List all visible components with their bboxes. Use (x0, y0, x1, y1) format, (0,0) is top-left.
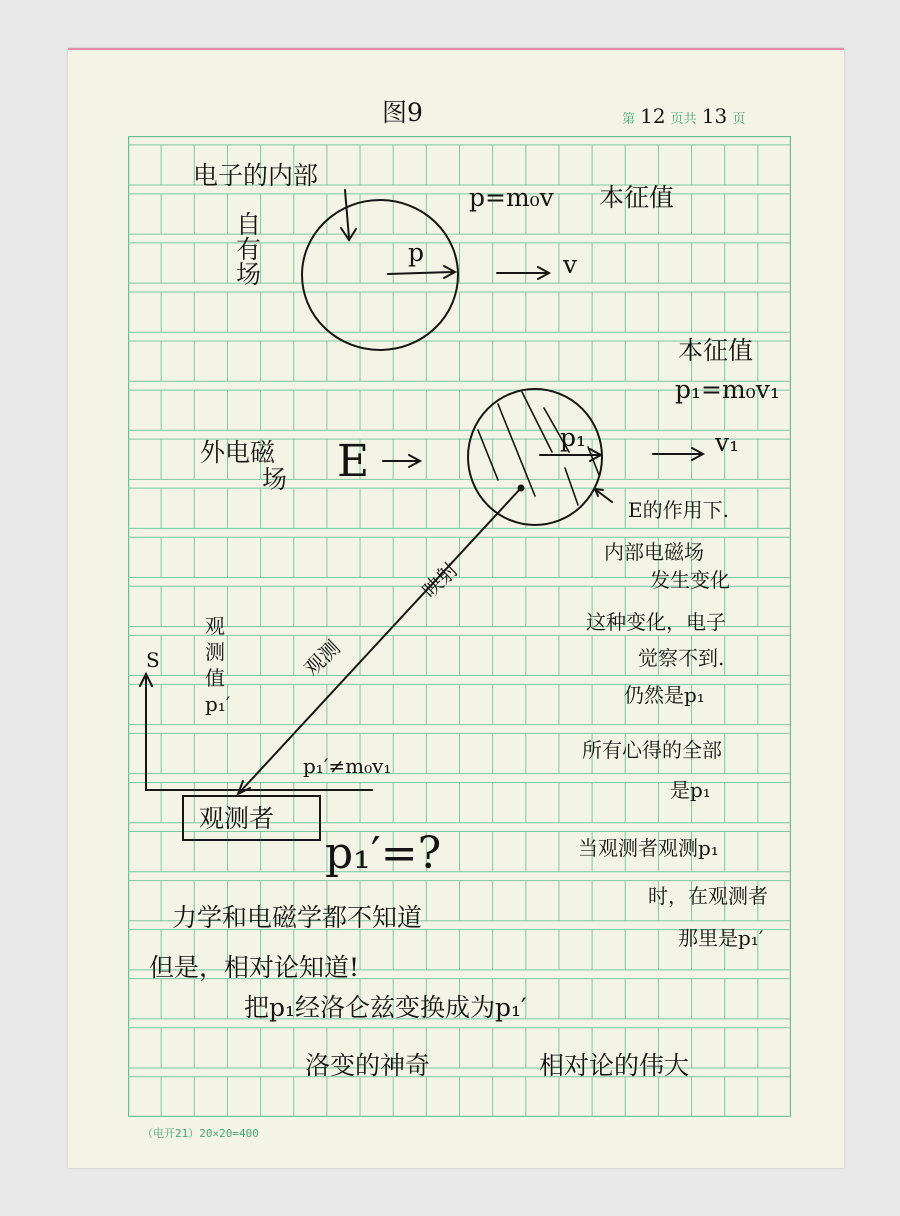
pointer-arrow (341, 190, 356, 240)
arrow-label-observe: 观测 (299, 635, 345, 681)
vector-label-p1: p₁ (560, 423, 587, 452)
conclusion-line-4b: 相对论的伟大 (539, 1051, 690, 1080)
momentum-arrow (388, 266, 455, 278)
label-external-field-2: 场 (262, 465, 288, 494)
inequality: p₁′≠m₀v₁ (303, 754, 392, 778)
pointer-arrow-2 (595, 489, 612, 502)
conclusion-line-3: 把p₁经洛仑兹变换成为p₁′ (244, 993, 527, 1022)
label-inner-part: 电子的内部 (193, 161, 319, 190)
figure-title: 图9 (382, 98, 423, 127)
axis-label-s: S (146, 648, 160, 672)
formula-top-note: 本征值 (599, 183, 675, 212)
label-external-field: 外电磁 (200, 438, 276, 467)
field-symbol-E: E (337, 436, 370, 487)
velocity-label-v: v (563, 250, 578, 279)
question-formula: p₁′=? (325, 828, 442, 879)
observer-box-label: 观测者 (199, 804, 275, 833)
velocity-arrow (497, 267, 549, 279)
formula-top: p=m₀v (469, 183, 554, 212)
velocity-arrow-2 (653, 448, 703, 460)
label-self-field: 自 有 场 (236, 210, 262, 289)
observed-value: 观 测 值 p₁′ (205, 614, 231, 716)
footer-format: （电开21）20×20=400 (142, 1127, 259, 1140)
page-total: 13 (701, 104, 728, 128)
observation-arrow (238, 488, 521, 794)
conclusion-line-1: 力学和电磁学都不知道 (172, 903, 423, 932)
page-mid: 页共 (670, 112, 697, 127)
electron-circle (302, 200, 458, 350)
eigenvalue-note: 本征值 (678, 336, 754, 365)
velocity-label-v1: v₁ (715, 428, 740, 457)
conclusion-line-4a: 洛变的神奇 (305, 1051, 431, 1080)
conclusion-line-2: 但是，相对论知道! (149, 953, 360, 982)
field-arrow (383, 455, 420, 467)
page-suffix: 页 (732, 112, 746, 127)
formula-middle: p₁=m₀v₁ (675, 375, 780, 404)
vector-label-p: p (408, 238, 425, 267)
page-prefix: 第 (622, 112, 636, 127)
page-current: 12 (640, 104, 666, 128)
arrow-label-map: 映射 (417, 557, 463, 603)
